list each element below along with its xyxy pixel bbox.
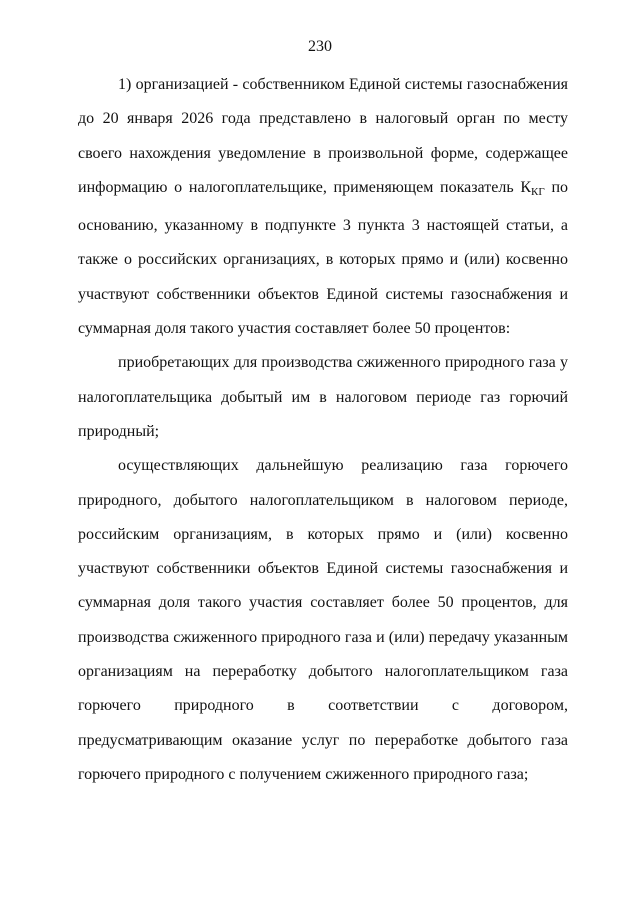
paragraph-selling: осуществляющих дальнейшую реализацию газа горючего природного, добытого налогоплательщиком в налоговом периоде, российским организациям, в которых прямо и (или) косвенно участвуют собственники объектов Единой системы газоснабжения и суммарная доля такого участия составляет более 50 процентов, для производства сжиженного природного газа и (или) передачу указанным организациям на переработку добытого налогоплательщиком газа горючего природного в соответствии с договором, предусматривающим оказание услуг по переработке добытого газа горючего природного с получением сжиженного природного газа; bbox=[78, 457, 568, 783]
paragraph-text-part: по основанию, указанному в подпункте 3 пункта 3 настоящей статьи, а также о российских организациях, в которых прямо и (или) косвенно участвуют собственники объектов Единой системы газоснабжения и суммарная доля такого участия составляет более 50 процентов: bbox=[78, 178, 569, 338]
paragraph-acquiring: приобретающих для производства сжиженного природного газа у налогоплательщика добытый им в налоговом периоде газ горючий природный; bbox=[78, 354, 568, 440]
page-number: 230 bbox=[308, 38, 332, 55]
paragraph-text-part: 1) организацией - собственником Единой системы газоснабжения до 20 января 2026 года представлено в налоговый орган по месту своего нахождения уведомление в произвольной форме, содержащее информацию о налогоплательщике, применяющем показатель К bbox=[78, 76, 568, 196]
indicator-subscript: КГ bbox=[531, 185, 545, 198]
paragraph-organization-notice bbox=[78, 68, 568, 346]
document-body bbox=[78, 68, 568, 792]
